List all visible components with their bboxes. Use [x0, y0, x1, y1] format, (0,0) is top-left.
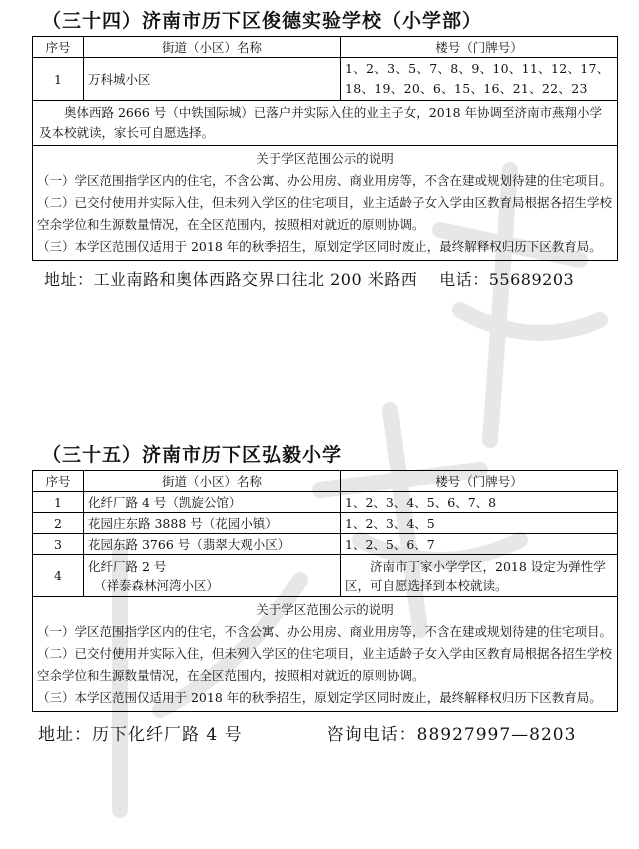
row-street-line: 化纤厂路 2 号	[88, 558, 167, 574]
catchment-table	[32, 470, 618, 712]
table-header	[33, 37, 618, 58]
row-street-line: （祥泰森林河湾小区）	[94, 577, 220, 593]
address-label: 地址：	[44, 270, 94, 289]
row-street: 花园东路 3766 号（翡翠大观小区）	[84, 534, 341, 555]
section-35	[32, 440, 618, 745]
table-header	[33, 471, 618, 492]
notes-title: 关于学区范围公示的说明	[256, 151, 394, 166]
table-row	[33, 534, 618, 555]
catchment-table	[32, 36, 618, 261]
header-building: 楼号（门牌号）	[341, 471, 618, 492]
notes-row	[33, 146, 618, 261]
row-no: 2	[33, 513, 84, 534]
row-no: 1	[33, 58, 84, 101]
phone-number: 55689203	[488, 270, 575, 289]
header-no: 序号	[33, 37, 84, 58]
note-item: （二）已交付使用并实际入住，但未列入学区的住宅项目，业主适龄子女入学由区教育局根据各招生学校空余学位和生源数量情况，在全区范围内，按照相对就近的原则协调。	[37, 646, 613, 683]
row-building: 济南市丁家小学学区，2018 设定为弹性学区，可自愿选择到本校就读。	[341, 555, 618, 597]
section-title: （三十五）济南市历下区弘毅小学	[42, 444, 343, 466]
header-no: 序号	[33, 471, 84, 492]
notice-row	[33, 101, 618, 146]
row-street: 化纤厂路 4 号（凯旋公馆）	[84, 492, 341, 513]
table-row	[33, 513, 618, 534]
row-building: 1、2、3、4、5、6、7、8	[341, 492, 618, 513]
address-line	[38, 720, 618, 745]
notes	[33, 146, 618, 261]
note-item: （一）学区范围指学区内的住宅，不含公寓、办公用房、商业用房等，不含在建或规划待建的住宅项目。	[37, 173, 613, 188]
address-text: 历下化纤厂路 4 号	[92, 725, 243, 745]
row-building: 1、2、5、6、7	[341, 534, 618, 555]
section-34	[32, 6, 618, 290]
notes-title: 关于学区范围公示的说明	[256, 602, 394, 617]
notes-row	[33, 597, 618, 712]
address-line	[44, 267, 618, 290]
row-street: 花园庄东路 3888 号（花园小镇）	[84, 513, 341, 534]
note-item: （二）已交付使用并实际入住，但未列入学区的住宅项目，业主适龄子女入学由区教育局根据各招生学校空余学位和生源数量情况，在全区范围内，按照相对就近的原则协调。	[37, 195, 613, 232]
address-label: 地址：	[38, 725, 92, 745]
section-title: （三十四）济南市历下区俊德实验学校（小学部）	[42, 10, 483, 32]
phone-label: 咨询电话：	[326, 725, 417, 745]
table-row	[33, 492, 618, 513]
header-street: 街道（小区）名称	[84, 471, 341, 492]
phone-number: 88927997—8203	[416, 725, 577, 745]
row-building: 1、2、3、4、5	[341, 513, 618, 534]
row-street	[84, 555, 341, 597]
note-item: （一）学区范围指学区内的住宅，不含公寓、办公用房、商业用房等，不含在建或规划待建的住宅项目。	[37, 624, 613, 639]
row-no: 1	[33, 492, 84, 513]
address-text: 工业南路和奥体西路交界口往北 200 米路西	[93, 270, 418, 289]
note-item: （三）本学区范围仅适用于 2018 年的秋季招生，原划定学区同时废止，最终解释权归历下区教育局。	[37, 239, 602, 254]
note-item: （三）本学区范围仅适用于 2018 年的秋季招生，原划定学区同时废止，最终解释权归历下区教育局。	[37, 690, 602, 705]
phone-label: 电话：	[439, 270, 489, 289]
table-row	[33, 555, 618, 597]
header-street: 街道（小区）名称	[84, 37, 341, 58]
table-row	[33, 58, 618, 101]
row-no: 4	[33, 555, 84, 597]
header-building: 楼号（门牌号）	[341, 37, 618, 58]
row-no: 3	[33, 534, 84, 555]
notice-text: 奥体西路 2666 号（中铁国际城）已落户并实际入住的业主子女，2018 年协调至济南市燕翔小学及本校就读，家长可自愿选择。	[33, 101, 618, 146]
notes	[33, 597, 618, 712]
row-building: 1、2、3、5、7、8、9、10、11、12、17、18、19、20、6、15、16、21、22、23	[341, 58, 618, 101]
row-street: 万科城小区	[84, 58, 341, 101]
